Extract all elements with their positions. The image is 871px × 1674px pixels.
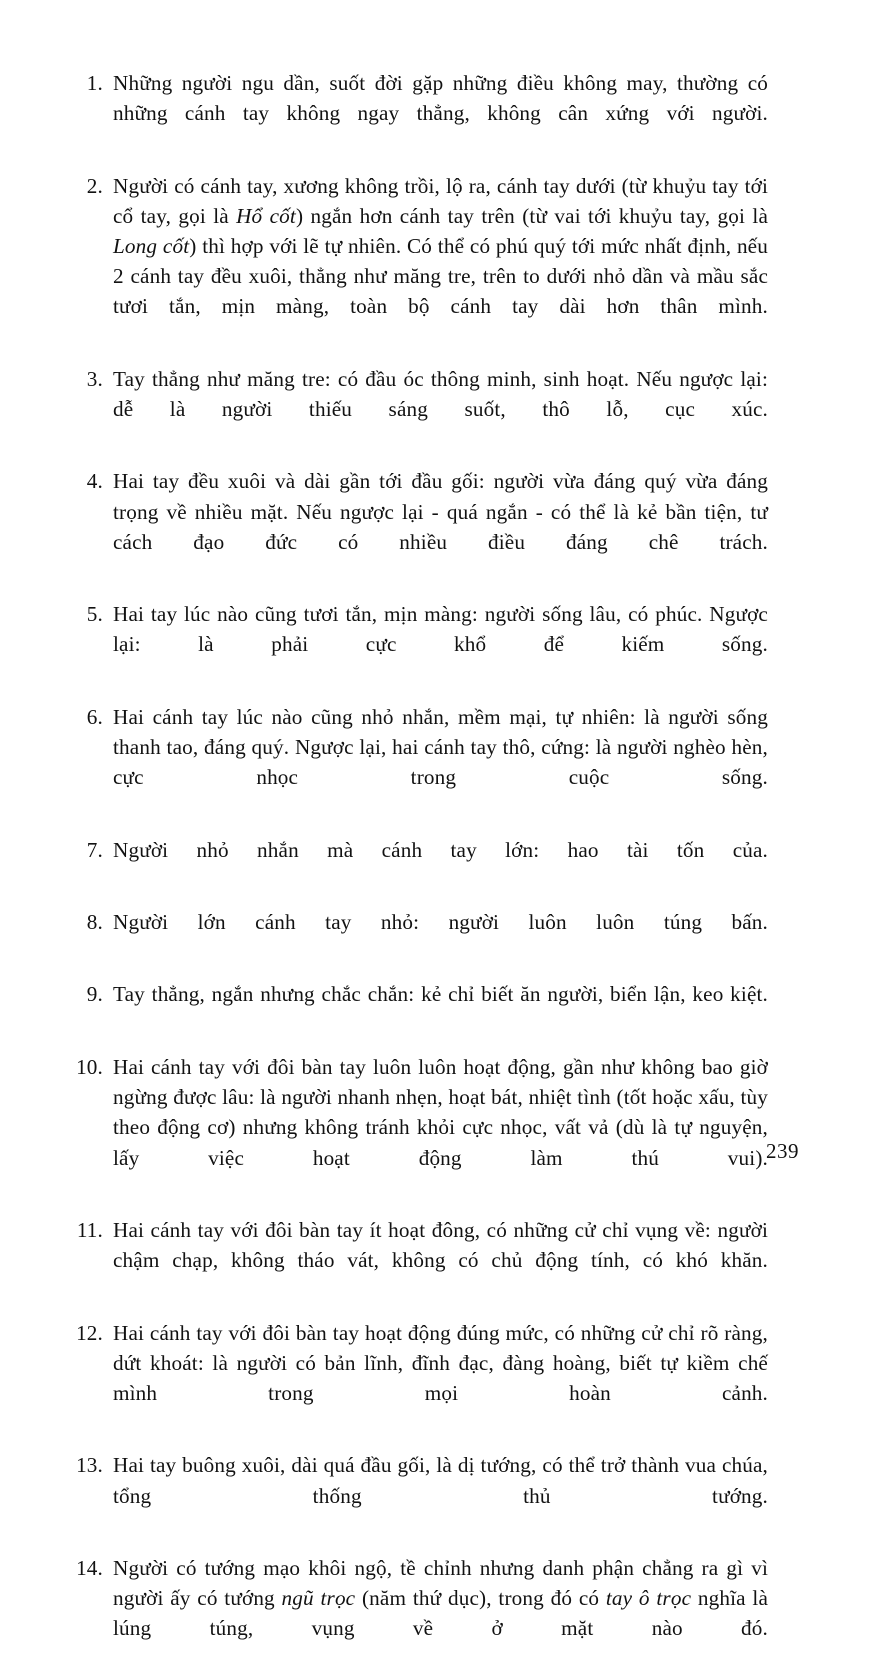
list-item: [68, 171, 768, 352]
list-item: [68, 364, 768, 455]
numbered-list: [68, 68, 768, 1674]
list-item-text: Hai tay đều xuôi và dài gần tới đầu gối: người vừa đáng quý vừa đáng trọng về nhiều mặt. Nếu ngược lại - quá ngắn - có thể là kẻ bần tiện, tư cách đạo đức có nhiều điều đáng chê trách.: [113, 469, 768, 554]
list-item-marker: 5.: [86, 602, 103, 627]
list-item: [68, 1052, 768, 1203]
list-item-marker: 11.: [76, 1217, 103, 1242]
text-run: ) thì hợp với lẽ tự nhiên. Có thể có phú quý tới mức nhất định, nếu 2 cánh tay đều xuôi, thẳng như măng tre, trên to dưới nhỏ dần và mầu sắc tươi tắn, mịn màng, toàn bộ cánh tay dài hơn thân mình.: [113, 234, 768, 319]
text-run: Người có tướng mạo khôi ngộ, tề chỉnh nhưng danh phận chẳng ra gì vì người ấy có tướng: [113, 1555, 768, 1611]
list-item-marker: 14.: [76, 1555, 103, 1580]
emphasized-term: Hổ cốt: [236, 203, 296, 228]
text-run: ) ngắn hơn cánh tay trên (từ vai tới khuỷu tay, gọi là: [295, 203, 768, 228]
list-item-marker: 6.: [86, 704, 103, 729]
list-item-text: Tay thẳng như măng tre: có đầu óc thông minh, sinh hoạt. Nếu ngược lại: dễ là người thiếu sáng suốt, thô lỗ, cục xúc.: [113, 366, 768, 422]
list-item-marker: 8.: [86, 910, 103, 935]
list-item-marker: 3.: [86, 366, 103, 391]
list-item: [68, 599, 768, 690]
list-item-text: [113, 1553, 768, 1674]
list-item-text: Người lớn cánh tay nhỏ: người luôn luôn túng bấn.: [113, 910, 768, 935]
list-item-text: Hai cánh tay với đôi bàn tay ít hoạt đông, có những cử chỉ vụng về: người chậm chạp, không tháo vát, không có chủ động tính, có khó khăn.: [113, 1217, 768, 1273]
page-number: 239: [766, 1139, 799, 1163]
list-item-marker: 4.: [86, 469, 103, 494]
emphasized-term: Long cốt: [113, 234, 190, 259]
text-run: Người có cánh tay, xương không trồi, lộ ra, cánh tay dưới (từ khuỷu tay tới cổ tay, gọi là: [113, 173, 768, 228]
list-item-marker: 2.: [86, 173, 103, 198]
list-item-text: Những người ngu dần, suốt đời gặp những điều không may, thường có những cánh tay không ngay thẳng, không cân xứng với người.: [113, 71, 768, 126]
list-item: [68, 68, 768, 159]
emphasized-term: tay ô trọc: [605, 1586, 692, 1611]
list-item: [68, 835, 768, 895]
list-item: [68, 979, 768, 1039]
list-item: [68, 1450, 768, 1541]
list-item: [68, 1318, 768, 1439]
list-item-text: Hai tay lúc nào cũng tươi tắn, mịn màng: người sống lâu, có phúc. Ngược lại: là phải cực khổ để kiếm sống.: [113, 602, 768, 657]
list-item-text: Hai cánh tay lúc nào cũng nhỏ nhắn, mềm mại, tự nhiên: là người sống thanh tao, đáng quý. Ngược lại, hai cánh tay thô, cứng: là người nghèo hèn, cực nhọc trong cuộc sống.: [113, 704, 768, 790]
list-item: [68, 1215, 768, 1306]
emphasized-term: ngũ trọc: [281, 1586, 356, 1611]
list-item-text: Hai tay buông xuôi, dài quá đầu gối, là dị tướng, có thể trở thành vua chúa, tổng thống thủ tướng.: [113, 1453, 768, 1508]
list-item-marker: 7.: [86, 837, 103, 862]
list-item-marker: 9.: [86, 982, 103, 1007]
text-run: (năm thứ dục), trong đó có: [355, 1586, 606, 1611]
text-run: nghĩa là lúng túng, vụng về ở mặt nào đó.: [113, 1586, 769, 1641]
list-item: [68, 702, 768, 823]
list-item: [68, 466, 768, 587]
list-item-text: Người nhỏ nhắn mà cánh tay lớn: hao tài tốn của.: [113, 837, 768, 862]
page-body: [68, 68, 768, 1674]
list-item-marker: 10.: [76, 1054, 103, 1079]
list-item-text: Tay thẳng, ngắn nhưng chắc chắn: kẻ chỉ biết ăn người, biển lận, keo kiệt.: [113, 982, 768, 1007]
list-item-marker: 12.: [76, 1320, 103, 1345]
list-item-text: Hai cánh tay với đôi bàn tay luôn luôn hoạt động, gần như không bao giờ ngừng được lâu: là người nhanh nhẹn, hoạt bát, nhiệt tình (tốt hoặc xấu, tùy theo động cơ) nhưng không tránh khỏi cực nhọc, vất vả (dù là tự nguyện, lấy việc hoạt động làm thú vui).: [113, 1054, 768, 1170]
list-item: [68, 1553, 768, 1674]
list-item: [68, 907, 768, 967]
list-item-text: [113, 171, 768, 352]
list-item-marker: 1.: [86, 71, 103, 95]
list-item-text: Hai cánh tay với đôi bàn tay hoạt động đúng mức, có những cử chỉ rõ ràng, dứt khoát: là người có bản lĩnh, đĩnh đạc, đàng hoàng, biết tự kiềm chế mình trong mọi hoàn cảnh.: [113, 1320, 768, 1405]
list-item-marker: 13.: [76, 1453, 103, 1478]
